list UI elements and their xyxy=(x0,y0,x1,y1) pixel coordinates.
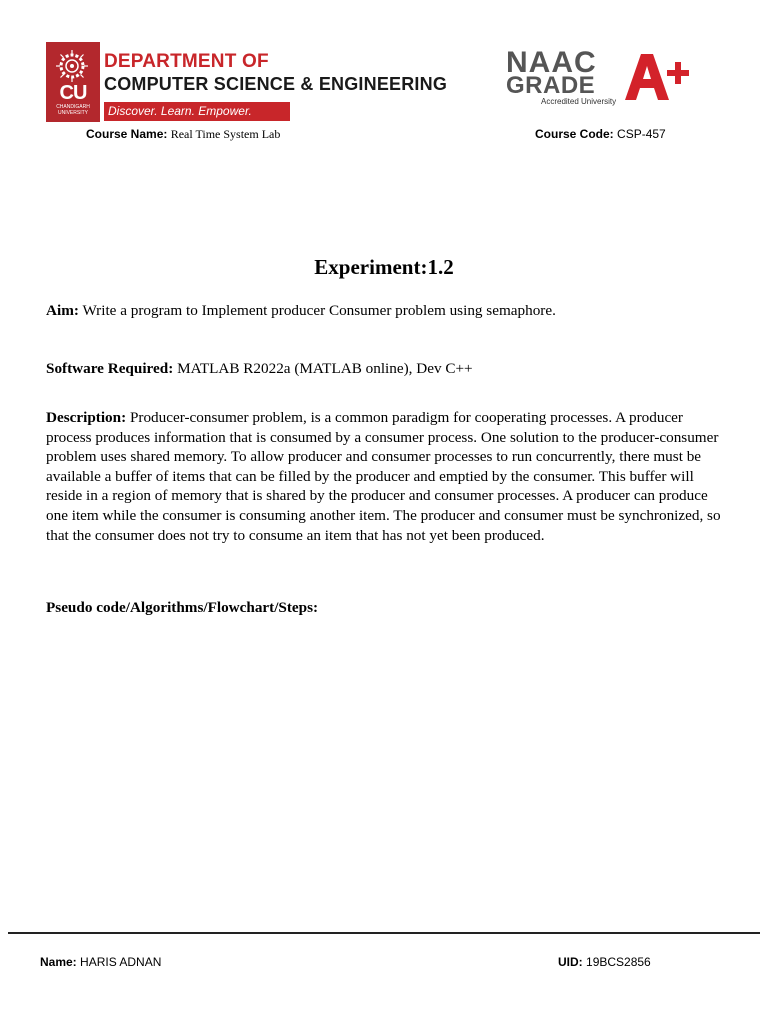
software-section xyxy=(46,359,726,379)
footer-name-value: HARIS ADNAN xyxy=(80,955,162,969)
footer-uid-value: 19BCS2856 xyxy=(586,955,651,969)
description-section xyxy=(46,408,726,545)
course-code-label: Course Code: xyxy=(535,127,614,141)
a-plus-grade-icon xyxy=(623,50,691,102)
software-text: MATLAB R2022a (MATLAB online), Dev C++ xyxy=(177,360,473,377)
department-heading-line2: COMPUTER SCIENCE & ENGINEERING xyxy=(104,74,448,94)
aim-label: Aim: xyxy=(46,302,79,319)
course-code-value: CSP-457 xyxy=(617,127,666,141)
course-code xyxy=(535,127,666,141)
description-text: Producer-consumer problem, is a common paradigm for cooperating processes. A producer process produces information that is consumed by a consumer process. One solution to the producer-consumer problem uses shared memory. To allow producer and consumer processes to run concurrently, there must be available a buffer of items that can be filled by the producer and emptied by the consumer. This buffer will reside in a region of memory that is shared by the producer and consumer processes. A producer can produce one item while the consumer is consuming another item. The producer and consumer must be synchronized, so that the consumer does not try to consume an item that has not yet been produced. xyxy=(46,409,721,544)
pseudo-section xyxy=(46,598,726,618)
footer-uid xyxy=(558,955,651,969)
logo-university-text: CHANDIGARH UNIVERSITY xyxy=(56,104,90,116)
accredited-text: Accredited University xyxy=(541,97,617,106)
experiment-title: Experiment:1.2 xyxy=(314,255,454,279)
footer-name-label: Name: xyxy=(40,955,77,969)
aim-text: Write a program to Implement producer Consumer problem using semaphore. xyxy=(82,302,556,319)
cog-emblem-icon xyxy=(54,48,90,84)
course-name-value: Real Time System Lab xyxy=(170,127,281,141)
footer-name xyxy=(40,955,161,969)
department-heading-line1: DEPARTMENT OF xyxy=(104,51,269,72)
logo-cu-text: CU xyxy=(59,82,87,104)
course-name xyxy=(86,127,280,142)
footer-divider xyxy=(8,932,760,934)
naac-grade-label: GRADE xyxy=(506,72,596,99)
course-name-label: Course Name: xyxy=(86,127,168,141)
tagline: Discover. Learn. Empower. xyxy=(104,102,290,121)
pseudo-label: Pseudo code/Algorithms/Flowchart/Steps: xyxy=(46,599,319,616)
university-logo xyxy=(46,42,100,122)
software-label: Software Required: xyxy=(46,360,174,377)
aim-section xyxy=(46,301,726,321)
footer-uid-label: UID: xyxy=(558,955,583,969)
page-header xyxy=(46,42,692,126)
naac-label: NAAC xyxy=(506,46,597,79)
description-label: Description: xyxy=(46,409,127,426)
